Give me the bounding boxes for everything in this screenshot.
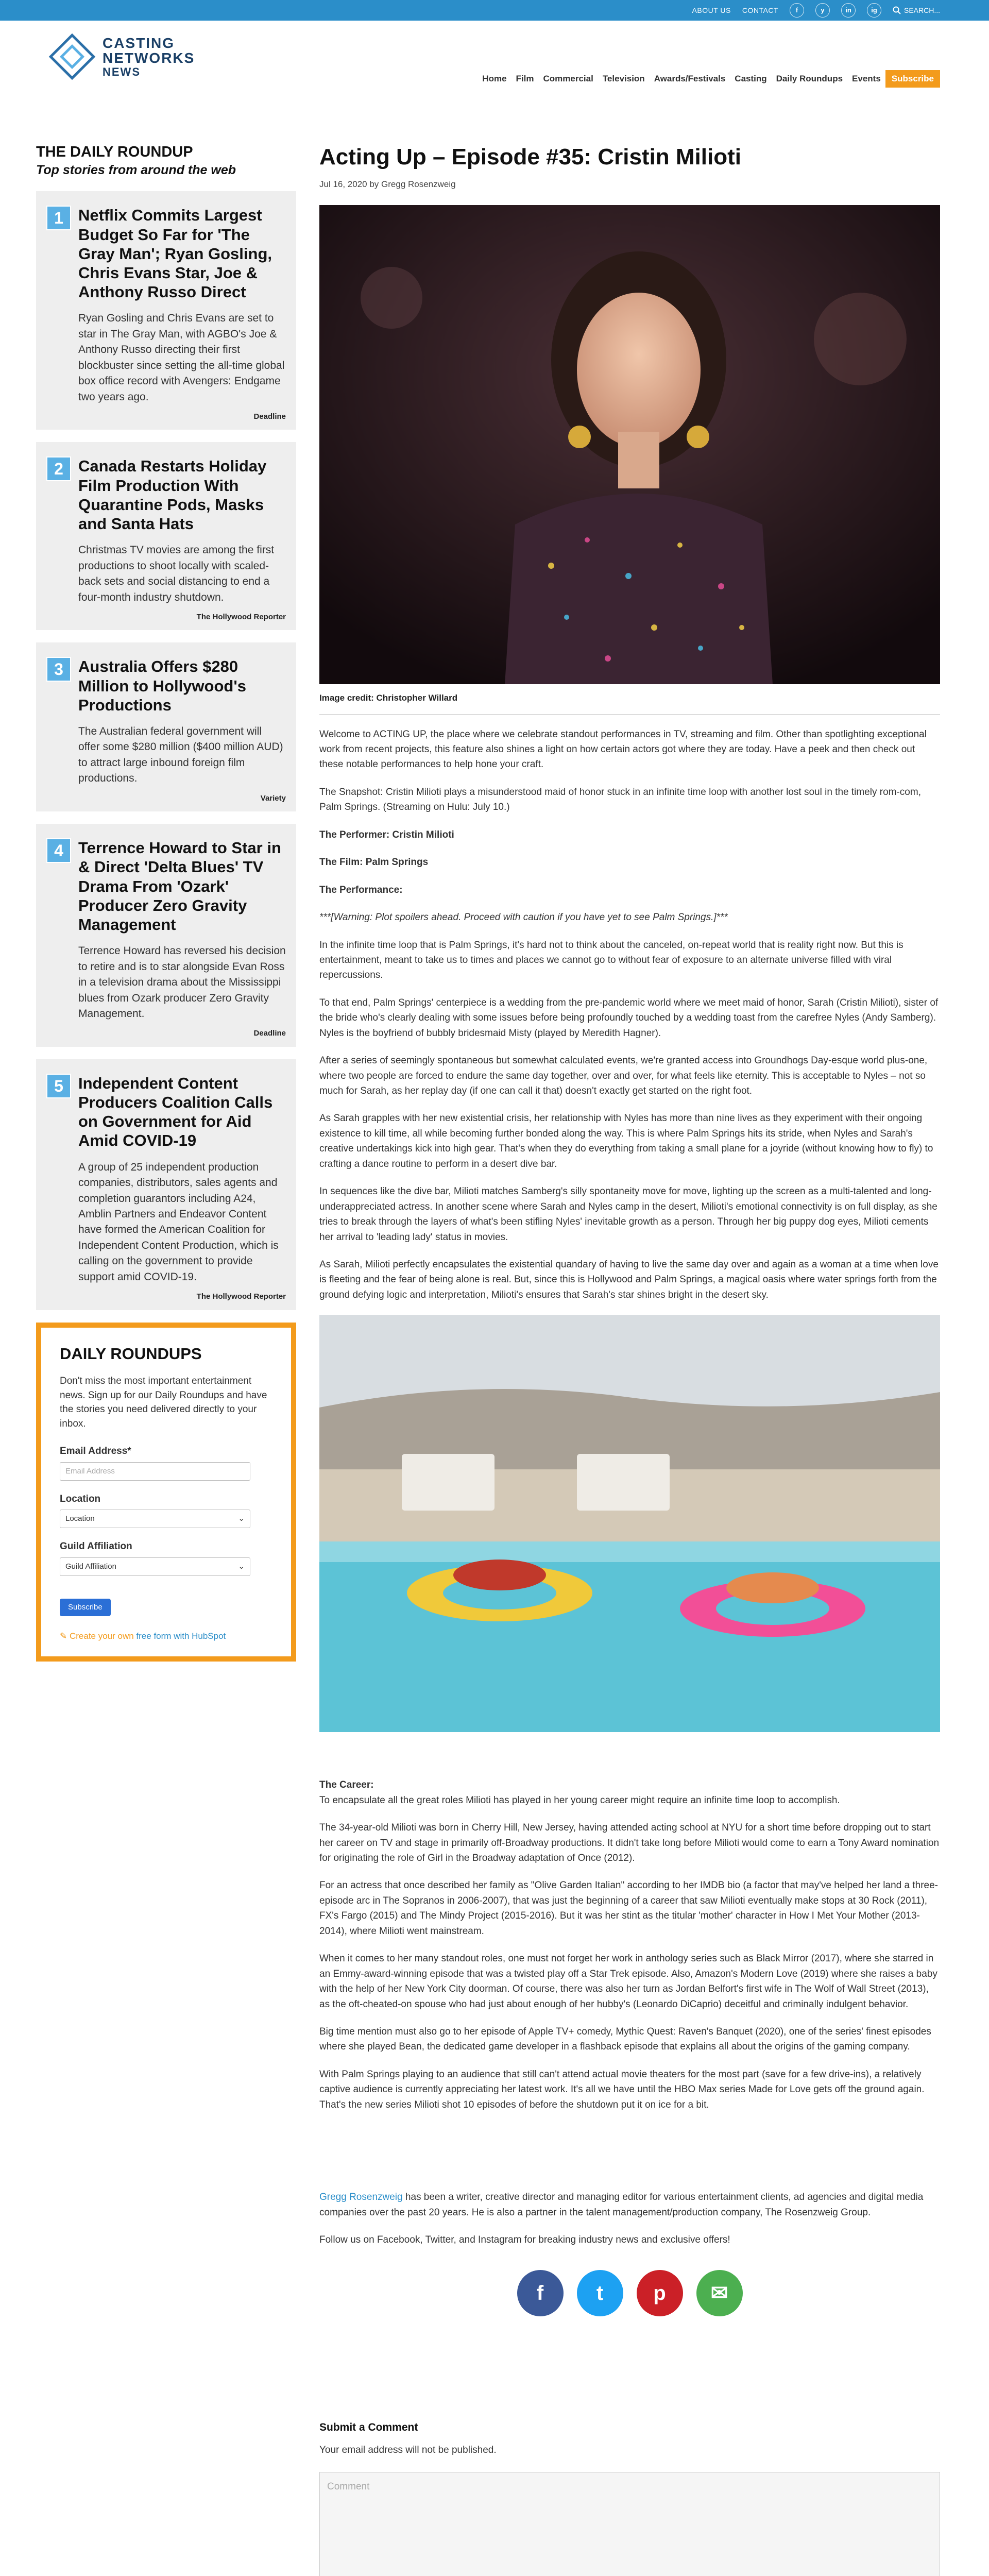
body-paragraph: After a series of seemingly spontaneous but somewhat calculated events, we're granted access into Groundhogs Day-esque world plus-one, where two people are forced to endure the same day together, over and over, for what feels like eternity. This is acceptable to Nyles – not so much for Sarah, as her replay day (if one can call it that) doesn't exactly get started on the right foot. [319,1055,928,1097]
about-us-link[interactable]: ABOUT US [692,6,731,14]
form-title: DAILY ROUNDUPS [60,1344,202,1363]
film: The Film: Palm Springs [319,857,429,868]
author-bio: Gregg Rosenzweig has been a writer, creative director and managing editor for various entertainment clients, ad agencies and digital media companies over the past 20 years. He is also a partner in the talent management/production company, The Rosenzweig Group. [319,2192,924,2218]
story-number: 4 [46,838,71,863]
nav-commercial[interactable]: Commercial [543,74,593,83]
nav-home[interactable]: Home [482,74,507,83]
performer: The Performer: Cristin Milioti [319,829,454,840]
career-paragraph: When it comes to her many standout roles, one must not forget her work in anthology series such as Black Mirror (2017), where she starred in an Emmy-award-winning episode that was a twisted play off a Star Trek episode. Also, Amazon's Modern Love (2019) where she raises a baby with the help of her New York City doorman. Of course, there was also her turn as Jordan Belfort's first wife in The Wolf of Wall Street (2013), as the oft-cheated-on spouse who had just about enough of her hubby's (Leonardo DiCaprio) deceitful and criminally indulgent behavior. [319,1953,937,2010]
location-select[interactable]: Location ⌄ [60,1510,250,1528]
body-paragraph: In sequences like the dive bar, Milioti matches Samberg's silly spontaneity move for move, lighting up the screen as a multi-talented and long-underappreciated actress. In another scene where Sarah and Nyles camp in the desert, Milioti's emotional connectivity is on full display, as she tries to break through the layers of what's been stifling Nyles' inevitable growth as a person. Through her big puppy dog eyes, Milioti cements her arrival to 'leading lady' status in movies. [319,1186,937,1243]
facebook-icon[interactable]: f [790,3,804,18]
pinterest-share-icon[interactable]: p [637,2270,683,2316]
story-title[interactable]: Terrence Howard to Star in & Direct 'Delta Blues' TV Drama From 'Ozark' Producer Zero Gravity Management [78,839,281,934]
follow-note: Follow us on Facebook, Twitter, and Instagram for breaking industry news and exclusive offers! [319,2234,730,2246]
comment-title: Submit a Comment [319,2421,418,2434]
logo-mark-icon [49,33,95,80]
intro-paragraph: Welcome to ACTING UP, the place where we celebrate standout performances in TV, streaming and film. Other than spotlighting exceptional work from recent projects, this feature also shines a light on how certain actors got where they are today. Have a peek and then check out these notable performances to help hone your craft. [319,728,927,770]
career-paragraph: Big time mention must also go to her episode of Apple TV+ comedy, Mythic Quest: Raven's Banquet (2020), one of the series' finest episodes where she played Bean, the dedicated game developer in a flashback episode that explains all about the origins of the gaming company. [319,2026,931,2053]
sidebar-subheading: Top stories from around the web [36,162,236,177]
story-title[interactable]: Australia Offers $280 Million to Hollywood's Productions [78,657,246,714]
site-logo[interactable] [49,33,195,80]
career-heading: The Career: [319,1780,374,1791]
hubspot-credit: ✎ Create your own free form with HubSpot [60,1631,226,1641]
hero-image [319,205,940,684]
facebook-share-icon[interactable]: f [517,2270,564,2316]
main-nav [478,70,940,88]
nav-casting[interactable]: Casting [735,74,767,83]
newsletter-form [36,1323,296,1662]
snapshot: The Snapshot: Cristin Milioti plays a misunderstood maid of honor stuck in an infinite time loop with another lost soul in the timely rom-com, Palm Springs. (Streaming on Hulu: July 10.) [319,786,921,813]
story-number: 1 [46,206,71,230]
story-number: 3 [46,657,71,682]
logo-text: CASTING NETWORKS NEWS [103,35,195,78]
story-text: A group of 25 independent production companies, distributors, sales agents and completion guarantors including A24, Amblin Partners and Endeavor Content have formed the American Coalition for Independent Content Production, which is calling on the government to provide support amid COVID-19. [78,1161,279,1283]
career-paragraph: For an actress that once described her family as "Olive Garden Italian" according to her IMDB bio (a factor that may've helped her land a three-episode arc in The Sopranos in 2006-2007), that was just the beginning of a career that saw Milioti eventually make stops at 30 Rock (2011), FX's Fargo (2015) and The Mindy Project (2015-2016). But it was her stint as the titular 'mother' character in How I Met Your Mother (2013-2014), where Milioti went mainstream. [319,1880,938,1937]
email-label: Email Address* [60,1446,131,1457]
article-title: Acting Up – Episode #35: Cristin Milioti [319,144,741,170]
subscribe-button[interactable]: Subscribe [885,70,940,88]
nav-awards[interactable]: Awards/Festivals [654,74,726,83]
roundup-story[interactable] [36,642,296,811]
roundup-story[interactable] [36,442,296,630]
twitter-share-icon[interactable]: t [577,2270,623,2316]
performance-heading: The Performance: [319,884,403,895]
share-buttons [319,2270,940,2316]
story-source: The Hollywood Reporter [196,612,286,621]
sidebar-heading: THE DAILY ROUNDUP [36,144,193,160]
comment-textarea[interactable]: Comment [319,2472,940,2576]
article [319,93,940,2576]
nav-film[interactable]: Film [516,74,534,83]
form-subscribe-button[interactable]: Subscribe [60,1599,111,1617]
instagram-icon[interactable]: ig [867,3,881,18]
nav-television[interactable]: Television [602,74,645,83]
story-source: Variety [260,793,286,803]
body-paragraph: In the infinite time loop that is Palm Springs, it's hard not to think about the canceled, on-repeat world that is reality right now. But this is entertainment, meant to take us to times and places we cannot go to without fear of exposure to an alternate universe filled with viral repercussions. [319,939,903,981]
hubspot-icon: ✎ [60,1631,70,1641]
story-text: The Australian federal government will offer some $280 million ($400 million AUD) to attract large inbound foreign film productions. [78,725,283,785]
search-icon [893,6,901,14]
story-number: 2 [46,456,71,481]
author-link[interactable]: Gregg Rosenzweig [319,2192,403,2203]
comment-form [319,2419,940,2576]
body-paragraph: As Sarah grapples with her new existential crisis, her relationship with Nyles has more than nine lives as they experiment with their ongoing existence to kill time, all while becoming further bonded along the way. This is where Palm Springs hits its stride, when Nyles and Sarah's creative undertakings kick into high gear. That's when they do everything from taking a small plane for a joyride (without knowing how to fly) to crafting a dance routine to perform in a desert dive bar. [319,1113,933,1170]
comment-note: Your email address will not be published. [319,2444,497,2455]
chevron-down-icon: ⌄ [238,1562,245,1571]
email-field[interactable]: Email Address [60,1462,250,1481]
twitter-icon[interactable]: y [815,3,830,18]
search-label: SEARCH... [903,6,940,14]
sidebar [36,93,296,1662]
body-paragraph: To that end, Palm Springs' centerpiece is a wedding from the pre-pandemic world where we meet maid of honor, Sarah (Cristin Milioti), sister of the bride who's clearly dealing with some issues before being profoundly touched by a wedding toast from the carefree Nyles (Andy Samberg). Nyles is the boyfriend of bubbly bridesmaid Misty (played by Meredith Hagner). [319,997,939,1039]
story-title[interactable]: Netflix Commits Largest Budget So Far for 'The Gray Man'; Ryan Gosling, Chris Evans Star, Joe & Anthony Russo Direct [78,206,272,301]
story-text: Terrence Howard has reversed his decision to retire and is to star alongside Evan Ross in a television drama about the Mississippi blues from Ozark producer Zero Gravity Management. [78,945,286,1020]
top-bar [0,0,989,21]
location-label: Location [60,1493,101,1504]
guild-label: Guild Affiliation [60,1541,132,1552]
roundup-story[interactable] [36,824,296,1047]
linkedin-icon[interactable]: in [841,3,856,18]
contact-link[interactable]: CONTACT [742,6,778,14]
roundup-story[interactable] [36,191,296,430]
form-intro: Don't miss the most important entertainment news. Sign up for our Daily Roundups and have the stories you need delivered directly to your inbox. [60,1376,267,1429]
nav-daily-roundups[interactable]: Daily Roundups [776,74,843,83]
career-paragraph: The 34-year-old Milioti was born in Cherry Hill, New Jersey, having attended acting school at NYU for a short time before dropping out to start her career on TV and stage in primarily off-Broadway productions. It didn't take long before Milioti would come to earn a Tony Award nomination for originating the role of Girl in the Broadway adaptation of Once (2012). [319,1822,940,1864]
story-text: Ryan Gosling and Chris Evans are set to star in The Gray Man, with AGBO's Joe & Anthony Russo directing their first blockbuster since setting the all-time global box office record with Avengers: Endgame two years ago. [78,312,285,403]
story-title[interactable]: Independent Content Producers Coalition Calls on Government for Aid Amid COVID-19 [78,1074,273,1150]
story-number: 5 [46,1074,71,1098]
nav-events[interactable]: Events [852,74,881,83]
career-paragraph: With Palm Springs playing to an audience that still can't attend actual movie theaters for the most part (save for a few drive-ins), a relatively captive audience is currently appreciating her latest work. It's all we have until the HBO Max series Made for Love gets off the ground again. That's the new series Milioti shot 10 episodes of before the shutdown put it on ice for a bit. [319,2069,925,2110]
roundup-story[interactable] [36,1059,296,1310]
story-source: Deadline [253,1029,286,1038]
hubspot-link[interactable]: free form with HubSpot [136,1631,226,1641]
story-source: Deadline [253,412,286,421]
career-paragraph: To encapsulate all the great roles Milioti has played in her young career might require an infinite time loop to accomplish. [319,1794,840,1806]
chevron-down-icon: ⌄ [238,1514,245,1523]
story-title[interactable]: Canada Restarts Holiday Film Production With Quarantine Pods, Masks and Santa Hats [78,457,267,533]
pool-image [319,1315,940,1732]
story-text: Christmas TV movies are among the first productions to shoot locally with scaled-back sets and social distancing to end a four-month industry shutdown. [78,544,275,603]
site-header [0,21,989,93]
story-source: The Hollywood Reporter [196,1292,286,1301]
spoiler-warning: ***[Warning: Plot spoilers ahead. Proceed with caution if you have yet to see Palm Springs.]*** [319,912,728,923]
search-box[interactable] [893,5,940,16]
article-meta: Jul 16, 2020 by Gregg Rosenzweig [319,179,456,189]
email-share-icon[interactable]: ✉ [696,2270,743,2316]
image-caption: Image credit: Christopher Willard [319,693,458,703]
body-paragraph: As Sarah, Milioti perfectly encapsulates the existential quandary of having to live the same day over and again as a woman at a time when love is fleeting and the fear of being alone is real. But, since this is Hollywood and Palm Springs, a magical oasis where water springs forth from the ground defying logic and interpretation, Milioti's ensures that Sarah's star shines bright in the desert sky. [319,1259,939,1300]
guild-select[interactable]: Guild Affiliation ⌄ [60,1557,250,1576]
